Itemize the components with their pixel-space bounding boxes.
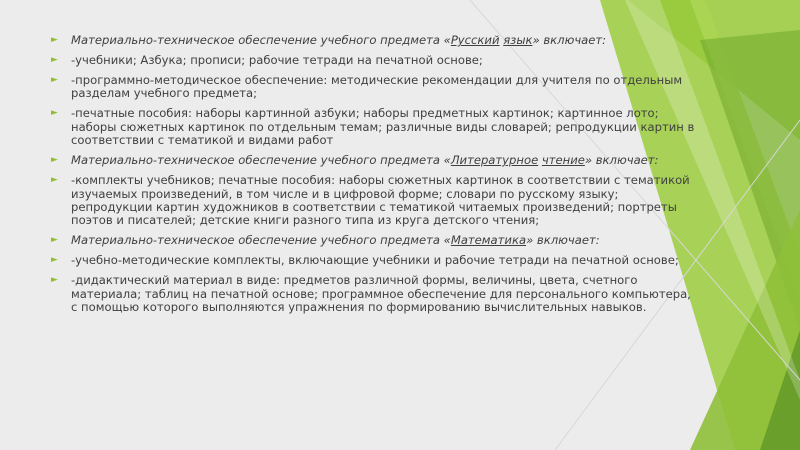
bullet-arrow-icon: ► (51, 35, 58, 45)
list-item: ► -печатные пособия: наборы картинной азбуки; наборы предметных картинок; картинное лото; наборы сюжетных картинок по отдельным темам; различные виды словарей; репродукции картин в соответствии с тематикой и видами работ (51, 106, 695, 148)
bullet-arrow-icon: ► (51, 235, 58, 246)
bullet-arrow-icon: ► (51, 175, 58, 186)
hyperlink[interactable]: чтение (541, 153, 585, 168)
list-item: ► -комплекты учебников; печатные пособия: наборы сюжетных картинок в соответствии с тематикой изучаемых произведений, в том числе и в цифровой форме; словари по русскому языку; репродукции картин художников в соответствии с тематикой читаемых произведений; портреты поэтов и писателей; детские книги разного типа из круга детского чтения; (51, 173, 690, 228)
list-item: ► Материально-техническое обеспечение учебного предмета «Русский язык» включает: (51, 33, 607, 47)
bullet-arrow-icon: ► (51, 55, 58, 65)
list-item: ► -программно-методическое обеспечение: методические рекомендации для учителя по отдельным разделам учебного предмета; (51, 73, 683, 101)
bullet-arrow-icon: ► (51, 75, 58, 85)
bullet-arrow-icon: ► (51, 255, 58, 266)
hyperlink[interactable]: Литературное (450, 153, 539, 168)
list-item: ► -учебно-методические комплекты, включающие учебники и рабочие тетради на печатной основе; (51, 253, 679, 268)
list-item: ► -дидактический материал в виде: предметов различной формы, величины, цвета, счетного материала; таблиц на печатной основе; программное обеспечение для персонального компьютера, с помощью которого выполняются упражнения по формированию вычислительных навыков. (51, 273, 691, 315)
list-item: ► Материально-техническое обеспечение учебного предмета «Литературное чтение» включает: (51, 153, 659, 168)
slide-content (50, 34, 695, 321)
bullet-arrow-icon: ► (51, 155, 58, 166)
hyperlink[interactable]: язык (503, 33, 533, 47)
list-item: ► Материально-техническое обеспечение учебного предмета «Математика» включает: (51, 233, 600, 248)
bullet-arrow-icon: ► (51, 108, 58, 119)
list-item: ► -учебники; Азбука; прописи; рабочие тетради на печатной основе; (51, 53, 483, 67)
hyperlink[interactable]: Русский (450, 33, 500, 47)
hyperlink[interactable]: Математика (450, 233, 527, 248)
bullet-arrow-icon: ► (51, 275, 58, 286)
